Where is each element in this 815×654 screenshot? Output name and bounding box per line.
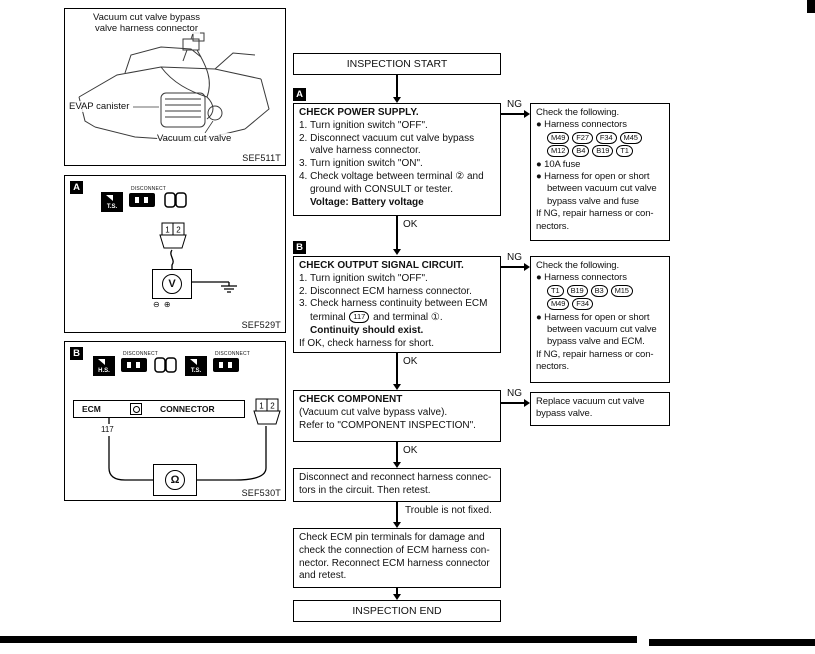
text-line: bypass valve and fuse <box>547 195 639 207</box>
terminal-number: 2 <box>176 225 181 235</box>
connector-chip: M49 <box>547 132 569 144</box>
figure-label-evap-canister: EVAP canister <box>69 101 130 112</box>
figure-label-bypass-connector <box>93 12 200 34</box>
ok-label: OK <box>403 219 418 230</box>
text-line: 3. Check harness continuity between ECM <box>299 298 488 310</box>
figure-ref-sef530t: SEF530T <box>241 488 281 498</box>
step-check-ecm-pins <box>293 528 501 588</box>
text-line: Check the following. <box>536 260 620 271</box>
flow-marker-a: A <box>293 88 306 101</box>
connector-chip: M15 <box>611 285 633 297</box>
text-line: If OK, check harness for short. <box>299 337 435 349</box>
text-line: ● Harness connectors <box>536 119 627 131</box>
ng-box-power-supply <box>530 103 670 241</box>
text-line: ● Harness for open or short <box>536 171 650 183</box>
connector-chip-row <box>536 285 664 298</box>
text-line: 3. Turn ignition switch "ON". <box>299 158 423 170</box>
connector-chip: T1 <box>616 145 633 157</box>
text-line: Vacuum cut valve bypass <box>93 12 201 23</box>
text-line: Refer to "COMPONENT INSPECTION". <box>299 419 476 431</box>
connector-rings-icon <box>153 355 181 377</box>
polarity-marks: ⊖ ⊕ <box>153 300 172 309</box>
text-line: If NG, repair harness or con- <box>536 208 654 220</box>
text-line: check the connection of ECM harness con- <box>299 544 490 556</box>
text-line: between vacuum cut valve <box>547 183 657 195</box>
connector-label: CONNECTOR <box>160 404 215 414</box>
step-title: CHECK POWER SUPPLY. <box>299 107 419 118</box>
flow-line <box>396 353 398 384</box>
figure-ref-sef511t: SEF511T <box>242 153 281 163</box>
text-line: Disconnect and reconnect harness connec- <box>299 472 492 483</box>
page-corner-mark <box>807 0 815 13</box>
figure-ref-sef529t: SEF529T <box>241 320 281 330</box>
flow-line <box>396 442 398 462</box>
step-check-power-supply <box>293 103 501 216</box>
text-line: Replace vacuum cut valve <box>536 396 645 407</box>
flow-line <box>501 113 524 115</box>
figure-voltage-check <box>64 175 286 333</box>
text-line: 4. Check voltage between terminal ② and <box>299 170 484 182</box>
inspection-start-label: INSPECTION START <box>346 58 448 70</box>
step-reconnect-retest <box>293 468 501 502</box>
terminal-number: 1 <box>165 225 170 235</box>
disconnect-connector-icon <box>213 358 239 372</box>
ng-label: NG <box>507 388 522 399</box>
disconnect-label: DISCONNECT <box>131 186 167 192</box>
ecm-bar-circle <box>130 403 142 415</box>
ecm-label: ECM <box>82 404 101 414</box>
step-title: CHECK OUTPUT SIGNAL CIRCUIT. <box>299 260 464 271</box>
disconnect-connector-icon <box>129 193 155 207</box>
connector-chip: B19 <box>592 145 613 157</box>
text-line: (Vacuum cut valve bypass valve). <box>299 406 448 418</box>
figure-marker-a: A <box>70 181 83 194</box>
figure-label-vacuum-cut-valve: Vacuum cut valve <box>157 133 232 144</box>
flow-line <box>396 75 398 97</box>
ecm-terminal-chip: 117 <box>349 311 369 323</box>
ng-box-replace-valve <box>530 392 670 426</box>
text-line: nector. Reconnect ECM harness connector <box>299 557 490 569</box>
ts-icon: T.S. <box>185 356 207 376</box>
connector-chip: F27 <box>572 132 593 144</box>
text-line: If NG, repair harness or con- <box>536 348 654 360</box>
text-line: bypass valve. <box>536 408 593 420</box>
disconnect-connector-icon <box>121 358 147 372</box>
voltmeter-dial: V <box>162 274 182 294</box>
flow-marker-b: B <box>293 241 306 254</box>
connector-chip: M45 <box>620 132 642 144</box>
text-line: Check ECM pin terminals for damage and <box>299 532 485 543</box>
terminal-number: 2 <box>270 401 275 411</box>
flow-line <box>396 216 398 249</box>
step-check-output-signal <box>293 256 501 353</box>
flow-line <box>501 266 524 268</box>
text-line: nectors. <box>536 361 569 373</box>
text-line: 1. Turn ignition switch "OFF". <box>299 272 428 284</box>
expected-result: Voltage: Battery voltage <box>310 196 424 208</box>
ts-icon: T.S. <box>101 192 123 212</box>
connector-chip: F34 <box>572 298 593 310</box>
hs-icon: H.S. <box>93 356 115 376</box>
connector-chip: B3 <box>591 285 608 297</box>
trouble-not-fixed-label: Trouble is not fixed. <box>405 505 492 516</box>
ohmmeter-dial: Ω <box>165 470 185 490</box>
figure-evap-location <box>64 8 286 166</box>
text-line: between vacuum cut valve <box>547 324 657 336</box>
bottom-rule-left <box>0 636 637 643</box>
figure-continuity-check <box>64 341 286 501</box>
valve-connector-symbol <box>251 398 285 426</box>
inspection-start-box <box>293 53 501 75</box>
text-line: ● Harness connectors <box>536 272 627 284</box>
terminal-number: 1 <box>259 401 264 411</box>
arrow-down-icon <box>393 249 401 255</box>
disconnect-label: DISCONNECT <box>215 351 251 357</box>
connector-chip-row <box>536 145 664 158</box>
valve-connector-symbol <box>157 222 191 250</box>
text-fragment: terminal <box>310 312 346 324</box>
connector-rings-icon <box>163 190 191 212</box>
connector-chip: T1 <box>547 285 564 297</box>
text-line: tors in the circuit. Then retest. <box>299 484 431 496</box>
ecm-pin-117-label: 117 <box>101 425 114 434</box>
ng-label: NG <box>507 252 522 263</box>
bottom-rule-right <box>649 639 815 646</box>
figure-marker-b: B <box>70 347 83 360</box>
connector-chip-row <box>536 132 664 145</box>
text-line: valve harness connector. <box>310 145 421 157</box>
text-line: Check the following. <box>536 107 620 118</box>
ohmmeter-icon <box>153 464 197 496</box>
text-line: ● 10A fuse <box>536 158 581 170</box>
flow-line <box>396 502 398 522</box>
connector-chip: B19 <box>567 285 588 297</box>
text-line: bypass valve and ECM. <box>547 336 645 348</box>
text-line: and retest. <box>299 570 347 582</box>
ecm-connector-bar <box>73 400 245 418</box>
text-fragment: and terminal ①. <box>373 312 443 324</box>
inspection-end-label: INSPECTION END <box>352 605 442 617</box>
connector-chip: M12 <box>547 145 569 157</box>
step-check-component <box>293 390 501 442</box>
disconnect-label: DISCONNECT <box>123 351 159 357</box>
text-line: 2. Disconnect ECM harness connector. <box>299 285 472 297</box>
text-line: ● Harness for open or short <box>536 311 650 323</box>
text-line: ground with CONSULT or tester. <box>310 183 454 195</box>
ng-box-output-signal <box>530 256 670 383</box>
expected-result: Continuity should exist. <box>310 324 424 336</box>
text-line: valve harness connector <box>95 23 198 34</box>
text-line: 1. Turn ignition switch "OFF". <box>299 119 428 131</box>
connector-chip: F34 <box>596 132 617 144</box>
inspection-end-box <box>293 600 501 622</box>
text-line <box>299 311 495 325</box>
voltmeter-icon <box>152 269 192 299</box>
step-title: CHECK COMPONENT <box>299 394 403 405</box>
ng-label: NG <box>507 99 522 110</box>
flow-line <box>501 402 524 404</box>
text-line: nectors. <box>536 220 569 232</box>
connector-chip-row <box>536 298 664 311</box>
connector-chip: M49 <box>547 298 569 310</box>
text-line: 2. Disconnect vacuum cut valve bypass <box>299 132 475 144</box>
connector-chip: B4 <box>572 145 589 157</box>
ok-label: OK <box>403 356 418 367</box>
ok-label: OK <box>403 445 418 456</box>
